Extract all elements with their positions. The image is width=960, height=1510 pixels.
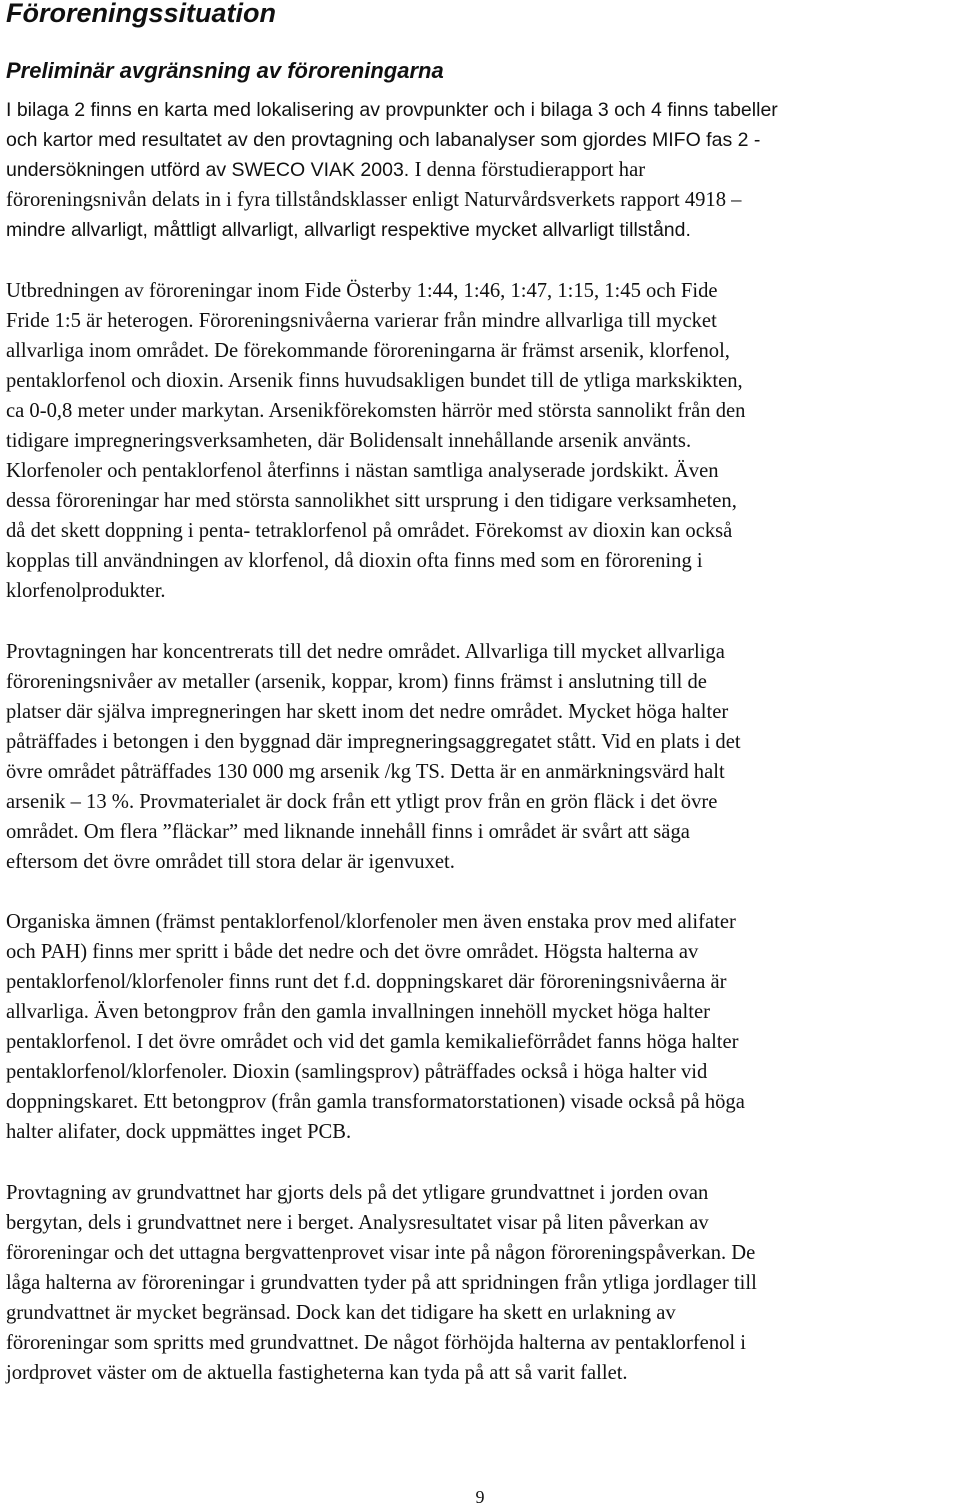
text-run: Organiska ämnen (främst pentaklorfenol/klorfenoler men även enstaka prov med alifater — [6, 911, 736, 933]
text-run: undersökningen utförd av SWECO VIAK 2003. — [6, 159, 415, 181]
text-run: föroreningsnivåer av metaller (arsenik, koppar, krom) finns främst i anslutning till de — [6, 671, 707, 693]
text-line — [6, 215, 956, 245]
text-run: området. Om flera ”fläckar” med liknande innehåll finns i området är svårt att säga — [6, 821, 690, 843]
text-line — [6, 727, 956, 757]
text-run: pentaklorfenol. I det övre området och vid det gamla kemikalieförrådet fanns höga halter — [6, 1031, 739, 1053]
text-line — [6, 1057, 956, 1087]
text-line — [6, 967, 956, 997]
text-run: pentaklorfenol/klorfenoler finns runt det f.d. doppningskaret där föroreningsnivåerna är — [6, 971, 727, 993]
text-run: I bilaga 2 finns en karta med lokalisering av provpunkter och i bilaga 3 och 4 finns tabeller — [6, 99, 778, 121]
text-run: föroreningar som spritts med grundvattnet. De något förhöjda halterna av pentaklorfenol i — [6, 1332, 747, 1354]
text-run: eftersom det övre området till stora delar är igenvuxet. — [6, 851, 455, 873]
text-line — [6, 787, 956, 817]
text-line — [6, 907, 956, 937]
text-run: pentaklorfenol och dioxin. Arsenik finns huvudsakligen bundet till de ytliga markskikten, — [6, 370, 743, 392]
text-line — [6, 757, 956, 787]
text-line — [6, 516, 956, 546]
text-run: och kartor med resultatet av den provtagning och labanalyser som gjordes MIFO fas 2 - — [6, 129, 761, 151]
text-run: dessa föroreningar har med största sannolikhet sitt ursprung i den tidigare verksamheten, — [6, 490, 737, 512]
text-run: allvarliga. Även betongprov från den gamla invallningen innehöll mycket höga halter — [6, 1001, 710, 1023]
text-run: ca 0-0,8 meter under markytan. Arsenikförekomsten härrör med största sannolikt från den — [6, 400, 746, 422]
section-heading: Föroreningssituation — [6, 0, 276, 28]
text-line — [6, 306, 956, 336]
text-line — [6, 366, 956, 396]
text-run: I denna förstudierapport har — [414, 159, 646, 181]
text-line — [6, 576, 956, 606]
text-line — [6, 426, 956, 456]
page-number: 9 — [475, 1487, 485, 1507]
text-line — [6, 637, 956, 667]
text-line — [6, 1358, 956, 1388]
text-run: Provtagning av grundvattnet har gjorts dels på det ytligare grundvattnet i jorden ovan — [6, 1182, 709, 1204]
text-run: platser där själva impregneringen har skett inom det nedre området. Mycket höga halter — [6, 701, 729, 723]
text-line — [6, 155, 956, 185]
text-run: föroreningar och det uttagna bergvattenprovet visar inte på någon föroreningspåverkan. De — [6, 1242, 756, 1264]
text-run: föroreningsnivån delats in i fyra tillståndsklasser enligt Naturvårdsverkets rapport 4918 – — [6, 189, 742, 211]
text-line — [6, 1298, 956, 1328]
subsection-heading: Preliminär avgränsning av föroreningarna — [6, 58, 444, 83]
text-run: halter alifater, dock uppmättes inget PCB. — [6, 1121, 352, 1143]
text-run: kopplas till användningen av klorfenol, då dioxin ofta finns med som en förorening i — [6, 550, 703, 572]
text-line — [6, 697, 956, 727]
text-run: Utbredningen av föroreningar inom Fide Österby 1:44, 1:46, 1:47, 1:15, 1:45 och Fide — [6, 280, 718, 302]
text-line — [6, 1117, 956, 1147]
text-line — [6, 937, 956, 967]
text-line — [6, 1268, 956, 1298]
text-line — [6, 1238, 956, 1268]
text-run: Provtagningen har koncentrerats till det nedre området. Allvarliga till mycket allvarliga — [6, 641, 725, 663]
text-run: Fride 1:5 är heterogen. Föroreningsnivåerna varierar från mindre allvarliga till mycket — [6, 310, 717, 332]
text-run: mindre allvarligt, måttligt allvarligt, allvarligt respektive mycket allvarligt tillstånd. — [6, 219, 691, 241]
text-line — [6, 1208, 956, 1238]
text-run: grundvattnet är mycket begränsad. Dock kan det tidigare ha skett en urlakning av — [6, 1302, 676, 1324]
text-line — [6, 125, 956, 155]
text-run: och PAH) finns mer spritt i både det nedre och det övre området. Högsta halterna av — [6, 941, 699, 963]
text-line — [6, 276, 956, 306]
text-line — [6, 667, 956, 697]
text-line — [6, 546, 956, 576]
text-line — [6, 336, 956, 366]
text-line — [6, 456, 956, 486]
text-run: övre området påträffades 130 000 mg arsenik /kg TS. Detta är en anmärkningsvärd halt — [6, 761, 725, 783]
text-line — [6, 997, 956, 1027]
text-line — [6, 486, 956, 516]
text-run: arsenik – 13 %. Provmaterialet är dock från ett ytligt prov från en grön fläck i det övre — [6, 791, 718, 813]
text-run: doppningskaret. Ett betongprov (från gamla transformatorstationen) visade också på höga — [6, 1091, 745, 1113]
text-line — [6, 185, 956, 215]
text-run: klorfenolprodukter. — [6, 580, 166, 602]
text-run: tidigare impregneringsverksamheten, där Bolidensalt innehållande arsenik använts. — [6, 430, 692, 452]
text-run: Klorfenoler och pentaklorfenol återfinns i nästan samtliga analyserade jordskikt. Även — [6, 460, 719, 482]
text-run: påträffades i betongen i den byggnad där impregneringsaggregatet stått. Vid en plats i det — [6, 731, 741, 753]
text-line — [6, 847, 956, 877]
text-run: jordprovet väster om de aktuella fastigheterna kan tyda på att så varit fallet. — [6, 1362, 628, 1384]
text-line — [6, 396, 956, 426]
text-run: bergytan, dels i grundvattnet nere i berget. Analysresultatet visar på liten påverkan av — [6, 1212, 709, 1234]
text-run: allvarliga inom området. De förekommande föroreningarna är främst arsenik, klorfenol, — [6, 340, 730, 362]
text-line — [6, 1328, 956, 1358]
text-line — [6, 1178, 956, 1208]
text-line — [6, 1087, 956, 1117]
text-run: då det skett doppning i penta- tetraklorfenol på området. Förekomst av dioxin kan också — [6, 520, 733, 542]
text-run: låga halterna av föroreningar i grundvatten tyder på att spridningen från ytliga jordlager till — [6, 1272, 757, 1294]
text-run: pentaklorfenol/klorfenoler. Dioxin (samlingsprov) påträffades också i höga halter vid — [6, 1061, 708, 1083]
text-line — [6, 1027, 956, 1057]
text-line — [6, 817, 956, 847]
text-line — [6, 95, 956, 125]
